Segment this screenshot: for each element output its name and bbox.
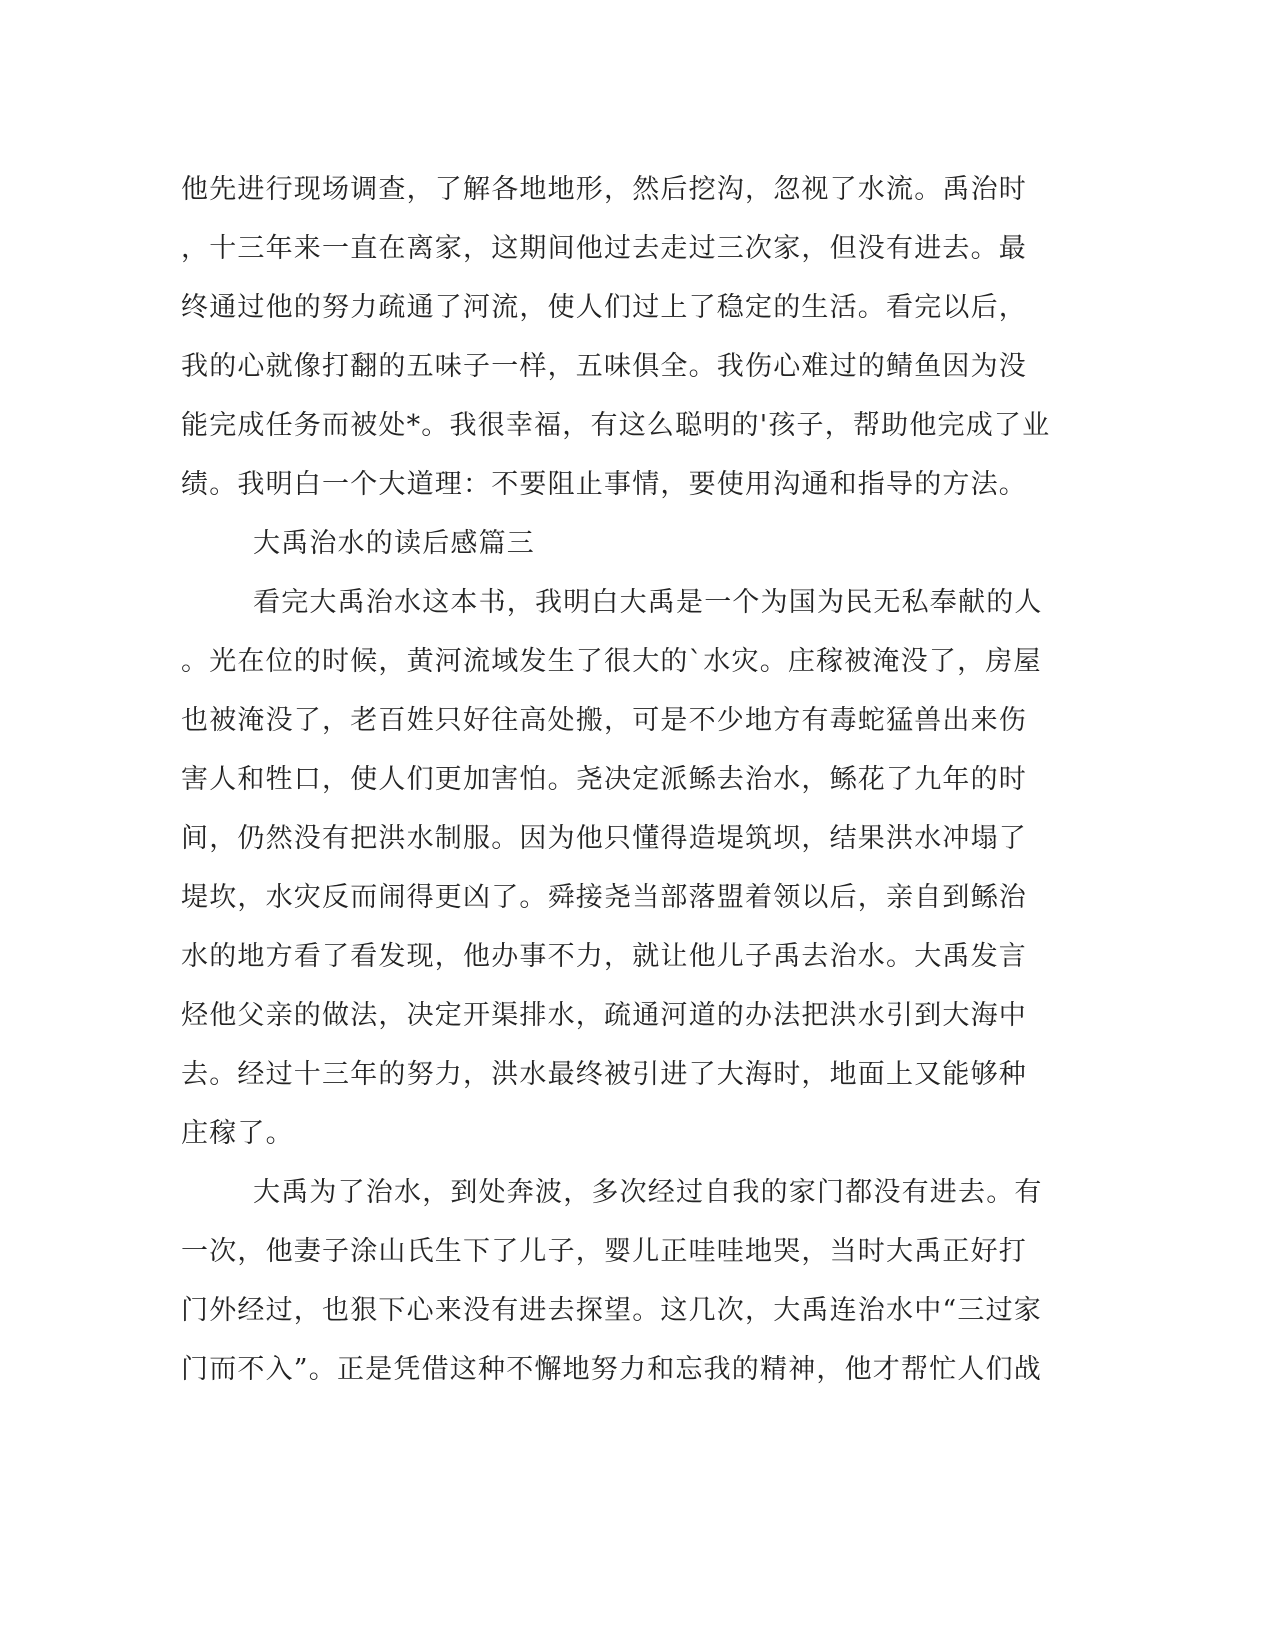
paragraph-3 (181, 1163, 1041, 1399)
text-line: 去。经过十三年的努力，洪水最终被引进了大海时，地面上又能够种 (181, 1059, 1027, 1090)
text-line: 水的地方看了看发现，他办事不力，就让他儿子禹去治水。大禹发言 (181, 941, 1027, 972)
text-line: 门外经过，也狠下心来没有进去探望。这几次，大禹连治水中“三过家 (181, 1295, 1043, 1326)
text-line: 烃他父亲的做法，决定开渠排水，疏通河道的办法把洪水引到大海中 (181, 1000, 1027, 1031)
document-body (181, 160, 1051, 1399)
text-line: 间，仍然没有把洪水制服。因为他只懂得造堤筑坝，结果洪水冲塌了 (181, 823, 1027, 854)
text-line: ，十三年来一直在离家，这期间他过去走过三次家，但没有进去。最 (181, 233, 1027, 264)
text-line: 庄稼了。 (181, 1118, 294, 1149)
text-line: 。光在位的时候，黄河流域发生了很大的`水灾。庄稼被淹没了，房屋 (181, 646, 1042, 677)
text-line: 他先进行现场调查，了解各地地形，然后挖沟，忽视了水流。禹治时 (181, 174, 1027, 205)
text-line: 我的心就像打翻的五味子一样，五味俱全。我伤心难过的鲭鱼因为没 (181, 351, 1027, 382)
text-line: 也被淹没了，老百姓只好往高处搬，可是不少地方有毒蛇猛兽出来伤 (181, 705, 1027, 736)
paragraph-2 (181, 573, 1041, 1163)
text-line: 能完成任务而被处*。我很幸福，有这么聪明的'孩子，帮助他完成了业 (181, 410, 1051, 441)
text-line: 堤坎，水灾反而闹得更凶了。舜接尧当部落盟着领以后，亲自到鲧治 (181, 882, 1027, 913)
text-line: 看完大禹治水这本书，我明白大禹是一个为国为民无私奉献的人 (253, 587, 1043, 618)
text-line: 绩。我明白一个大道理：不要阻止事情，要使用沟通和指导的方法。 (181, 469, 1027, 500)
text-line: 一次，他妻子涂山氏生下了儿子，婴儿正哇哇地哭，当时大禹正好打 (181, 1236, 1027, 1267)
text-line: 门而不入”。正是凭借这种不懈地努力和忘我的精神，他才帮忙人们战 (181, 1354, 1043, 1385)
text-line: 害人和牲口，使人们更加害怕。尧决定派鲧去治水，鲧花了九年的时 (181, 764, 1027, 795)
section-heading-text: 大禹治水的读后感篇三 (253, 528, 535, 559)
text-line: 终通过他的努力疏通了河流，使人们过上了稳定的生活。看完以后， (181, 292, 1027, 323)
text-line: 大禹为了治水，到处奔波，多次经过自我的家门都没有进去。有 (253, 1177, 1043, 1208)
section-heading (181, 514, 1041, 573)
paragraph-1 (181, 160, 1051, 514)
